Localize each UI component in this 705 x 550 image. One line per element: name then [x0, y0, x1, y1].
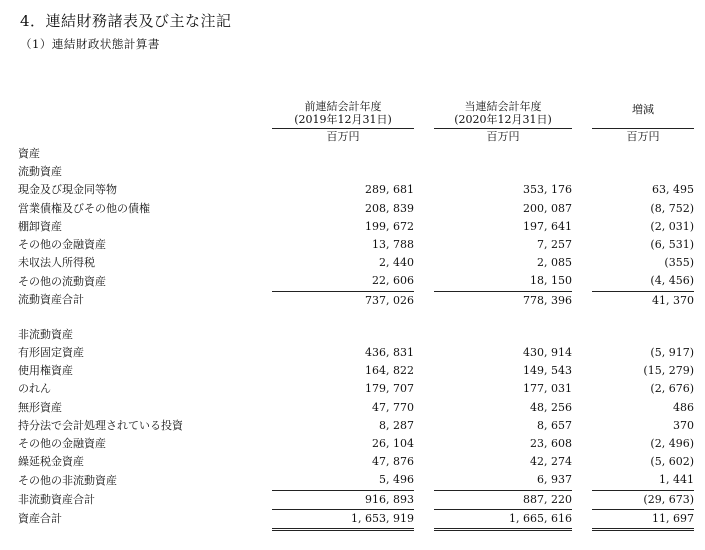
prev-period-header	[272, 92, 414, 129]
table-row	[18, 200, 694, 218]
curr-value: 149, 543	[523, 364, 572, 378]
curr-value: 6, 937	[537, 473, 572, 487]
diff-value: 41, 370	[592, 291, 694, 310]
unit-row	[18, 129, 694, 146]
row-label: のれん	[18, 382, 51, 396]
diff-value: 370	[673, 418, 694, 432]
table-row	[18, 362, 694, 380]
prev-value: 8, 287	[379, 418, 414, 432]
diff-value: 63, 495	[652, 183, 694, 197]
row-label: 現金及び現金同等物	[18, 183, 117, 197]
prev-value: 289, 681	[365, 183, 414, 197]
prev-unit: 百万円	[326, 130, 360, 143]
header-row	[18, 92, 694, 129]
row-label: その他の非流動資産	[18, 473, 117, 487]
prev-value: 436, 831	[365, 346, 414, 360]
curr-value: 8, 657	[537, 418, 572, 432]
diff-value: (355)	[664, 256, 694, 270]
prev-value: 208, 839	[365, 201, 414, 215]
curr-unit: 百万円	[486, 130, 520, 143]
balance-sheet-table	[18, 92, 694, 531]
diff-value: (2, 676)	[650, 382, 694, 396]
curr-value: 200, 087	[523, 201, 572, 215]
curr-value: 353, 176	[523, 183, 572, 197]
diff-value: (4, 456)	[650, 274, 694, 288]
prev-value: 916, 893	[272, 490, 414, 509]
prev-value: 737, 026	[272, 291, 414, 310]
diff-value: (6, 531)	[650, 238, 694, 252]
table-row	[18, 236, 694, 254]
diff-value: (8, 752)	[650, 201, 694, 215]
curr-period-label: 当連結会計年度	[464, 100, 542, 113]
table-row	[18, 471, 694, 490]
section-row-noncurrent-assets	[18, 326, 694, 344]
table-row	[18, 344, 694, 362]
row-label: 持分法で会計処理されている投資	[18, 418, 183, 432]
table-row	[18, 272, 694, 291]
curr-value: 7, 257	[537, 238, 572, 252]
row-label: 無形資産	[18, 400, 62, 414]
table-row	[18, 218, 694, 236]
row-label: その他の金融資産	[18, 238, 106, 252]
table-row	[18, 254, 694, 272]
prev-value: 26, 104	[372, 437, 414, 451]
table-row	[18, 417, 694, 435]
curr-period-header	[434, 92, 572, 129]
section-label-noncurrent-assets: 非流動資産	[18, 327, 73, 341]
table-row	[18, 435, 694, 453]
diff-value: 11, 697	[592, 509, 694, 529]
diff-value: (15, 279)	[643, 364, 694, 378]
section-row-current-assets	[18, 163, 694, 181]
row-label: 営業債権及びその他の債権	[18, 201, 150, 215]
section-row-assets	[18, 145, 694, 163]
diff-value: (2, 496)	[650, 437, 694, 451]
curr-value: 177, 031	[523, 382, 572, 396]
row-label: 非流動資産合計	[18, 492, 95, 506]
prev-value: 2, 440	[379, 256, 414, 270]
section-title: 4．連結財務諸表及び主な注記	[20, 12, 232, 30]
diff-value: 1, 441	[659, 473, 694, 487]
diff-unit: 百万円	[626, 130, 660, 143]
current-assets-total-row	[18, 291, 694, 310]
curr-value: 887, 220	[434, 490, 572, 509]
row-label: 使用権資産	[18, 364, 73, 378]
prev-value: 22, 606	[372, 274, 414, 288]
table-row	[18, 380, 694, 398]
diff-header: 増減	[592, 92, 694, 129]
curr-value: 430, 914	[523, 346, 572, 360]
row-label: その他の金融資産	[18, 437, 106, 451]
prev-period-date: (2019年12月31日)	[294, 113, 392, 126]
spacer-row	[18, 310, 694, 326]
prev-value: 179, 707	[365, 382, 414, 396]
diff-value: (5, 917)	[650, 346, 694, 360]
row-label: 資産合計	[18, 512, 62, 526]
row-label: 有形固定資産	[18, 346, 84, 360]
prev-period-label: 前連結会計年度	[304, 100, 382, 113]
curr-value: 18, 150	[530, 274, 572, 288]
prev-value: 164, 822	[365, 364, 414, 378]
section-label-current-assets: 流動資産	[18, 165, 62, 179]
curr-value: 197, 641	[523, 219, 572, 233]
row-label: 棚卸資産	[18, 219, 62, 233]
table-row	[18, 399, 694, 417]
row-label: 繰延税金資産	[18, 455, 84, 469]
curr-value: 23, 608	[530, 437, 572, 451]
curr-value: 2, 085	[537, 256, 572, 270]
prev-value: 47, 876	[372, 455, 414, 469]
table-row	[18, 453, 694, 471]
curr-period-date: (2020年12月31日)	[454, 113, 552, 126]
noncurrent-assets-total-row	[18, 490, 694, 509]
curr-value: 778, 396	[434, 291, 572, 310]
diff-value: 486	[673, 400, 694, 414]
row-label: 流動資産合計	[18, 293, 84, 307]
prev-value: 47, 770	[372, 400, 414, 414]
prev-value: 13, 788	[372, 238, 414, 252]
section-label-assets: 資産	[18, 147, 40, 160]
curr-value: 1, 665, 616	[434, 509, 572, 529]
prev-value: 199, 672	[365, 219, 414, 233]
curr-value: 48, 256	[530, 400, 572, 414]
diff-value: (2, 031)	[650, 219, 694, 233]
row-label: その他の流動資産	[18, 274, 106, 288]
row-label: 未収法人所得税	[18, 256, 95, 270]
diff-value: (29, 673)	[592, 490, 694, 509]
table-row	[18, 181, 694, 199]
prev-value: 5, 496	[379, 473, 414, 487]
diff-value: (5, 602)	[650, 455, 694, 469]
statement-title: （1）連結財政状態計算書	[20, 37, 160, 51]
assets-total-row	[18, 509, 694, 529]
curr-value: 42, 274	[530, 455, 572, 469]
prev-value: 1, 653, 919	[272, 509, 414, 529]
